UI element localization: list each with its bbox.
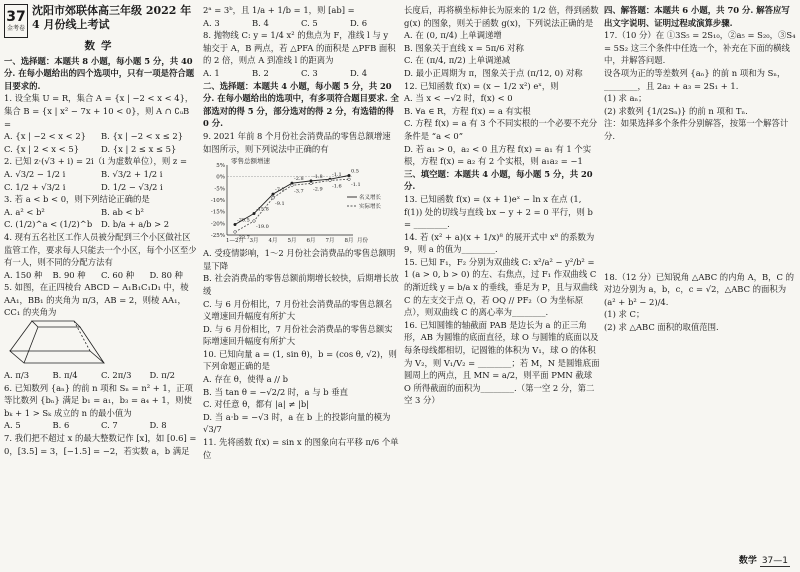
question-8: 8. 抛物线 C: y = 1/4 x² 的焦点为 F，准线 l 与 y 轴交于 A，B 两点，若 △PFA 的面积是 △PFB 面积的 2 倍，则点 A 到准线 l 的距离为 (203, 30, 396, 66)
question-4-options (4, 269, 198, 282)
option: A. 3 (203, 17, 220, 28)
question-1: 1. 设全集 U = R，集合 A = {x | −2 < x < 4}，集合 B = {x | x² − 7x + 10 < 0}，则 A ∩ ∁ᵤB = (4, 93, 194, 129)
option: A. √3/2 − 1/2 i (4, 168, 66, 179)
option: A. 5 (4, 420, 21, 431)
option: C. 7 (101, 420, 118, 431)
question-11: 11. 先将函数 f(x) = sin x 的图象向右平移 π/6 个单位 (203, 437, 399, 460)
question-12-option-d: D. 若 a₁ > 0，a₂ < 0 且方程 f(x) = a₁ 有 1 个实根，方程 f(x) = a₂ 有 2 个实根，则 a₁a₂ = −1 (404, 143, 592, 167)
series-1-point (253, 212, 256, 215)
y-tick-label: 0% (216, 174, 225, 181)
question-17-note: 注：如果选择多个条件分别解答，按第一个解答计分. (604, 118, 789, 141)
question-4: 4. 现有五名社区工作人员被分配到三个小区做社区监管工作，要求每人只能去一个小区，每个小区至少有一人，则不同的分配方法有 (4, 231, 197, 268)
option: D. 8 (149, 420, 167, 431)
question-10-option-c: C. 对任意 θ，都有 |a| ≠ |b| (203, 399, 310, 410)
section-1-heading: 一、选择题：本题共 8 小题，每小题 5 分，共 40 分. 在每小题给出的四个选项中，只有一项是符合题目要求的. (4, 55, 195, 91)
question-10-option-a: A. 存在 θ，使得 a // b (203, 374, 288, 385)
question-9-option-d: D. 与 6 月份相比，7 月份社会消费品的零售总额实际增速回升幅度有所扩大 (203, 323, 393, 347)
question-11-option-b: B. 图象关于直线 x = 5π/6 对称 (404, 42, 524, 53)
option: C. 2π/3 (101, 370, 132, 381)
series-2-data-label: -19.0 (256, 224, 269, 231)
option: B. 6 (52, 420, 70, 431)
option: C. 3 (301, 67, 318, 78)
retail-growth-chart (203, 155, 399, 247)
question-13: 13. 已知函数 f(x) = (x + 1)eˣ − ln x 在点 (1, f(1)) 处的切线与直线 bx − y + 2 = 0 平行，则 b = ________. (404, 193, 593, 230)
series-2-data-label: -9.1 (275, 201, 285, 208)
question-17-part-1: (1) 求 aₙ； (604, 93, 647, 104)
y-tick-label: -20% (210, 221, 225, 228)
option: D. 80 种 (149, 269, 183, 280)
option: B. 2 (252, 67, 269, 78)
series-2-data-label: -3.7 (294, 188, 304, 195)
question-7: 7. 我们把不超过 x 的最大整数记作 [x]，如 [0.6] = 0，[3.5] = 3，[−1.5] = −2，若实数 a，b 满足 (4, 433, 197, 456)
question-9-option-b: B. 社会消费品的零售总额前期增长较快，后期增长放缓 (203, 273, 399, 296)
legend-label: 名义增长 (359, 195, 382, 202)
question-11-option-c: C. 在 (π/4, π/2) 上单调递减 (404, 55, 511, 66)
section-2-heading: 二、选择题：本题共 4 小题，每小题 5 分，共 20 分. 在每小题给出的选项中，有多项符合题目要求. 全部选对的得 5 分，部分选对的得 2 分，有选错的得 0 分. (203, 80, 399, 129)
badge-number: 37 (6, 9, 26, 25)
exam-header (4, 4, 198, 38)
question-2-options (4, 168, 198, 193)
question-3: 3. 若 a < b < 0，则下列结论正确的是 (4, 194, 150, 205)
question-12: 12. 已知函数 f(x) = (x − 1/2 x²) eˣ，则 (404, 80, 559, 91)
question-10: 10. 已知向量 a = (1, sin θ)，b = (cos θ, √2)，则下列命题正确的是 (203, 348, 397, 372)
chart-title: 零售总额增速 (231, 157, 270, 166)
x-tick-label: 4月 (268, 238, 278, 245)
question-7-continued: 2ᵃ = 3ᵇ，且 1/a + 1/b = 1，则 [ab] = (203, 5, 355, 15)
series-1-point (272, 193, 275, 196)
option: D. b/a + a/b > 2 (101, 219, 170, 230)
frustum-figure (4, 319, 114, 369)
question-17-body: 设各项为正的等差数列 {aₙ} 的前 n 项和为 Sₙ，________，且 2a₂ + a₃ = 2S₁ + 1. (604, 67, 786, 91)
option: C. {x | 2 < x < 5} (4, 143, 80, 154)
option: D. 1/2 − √3/2 i (101, 181, 163, 192)
option: B. π/4 (52, 370, 78, 381)
series-1-data-label: -1.1 (332, 172, 342, 179)
option: B. √3/2 + 1/2 i (101, 168, 163, 179)
series-2-data-label: -23.7 (237, 235, 250, 242)
column-2 (203, 4, 399, 461)
page-number: 37—1 (761, 556, 788, 566)
y-tick-label: -25% (210, 233, 225, 240)
question-14: 14. 若 (x² + a)(x + 1/x)⁸ 的展开式中 x⁸ 的系数为 9，则 a 的值为________. (404, 231, 595, 255)
series-2-data-label: -2.9 (313, 186, 323, 193)
page-footer (739, 553, 790, 566)
question-6-options (4, 419, 198, 432)
y-tick-label: -15% (210, 209, 225, 216)
x-axis-label: 月份 (357, 238, 369, 245)
footer-subject: 数学 (738, 556, 757, 566)
question-18: 18.（12 分）已知锐角 △ABC 的内角 A，B，C 的对边分别为 a，b，c，c = √2，△ABC 的面积为 (a² + b² − 2)/4. (604, 271, 794, 307)
question-9: 9. 2021 年前 8 个月份社会消费品的零售总额增速如图所示，则下列说法中正确的有 (203, 130, 391, 154)
series-1-data-label: -2.8 (294, 176, 304, 183)
series-1-data-label: -1.8 (313, 173, 323, 180)
option: B. 90 种 (52, 269, 86, 280)
series-2-data-label: -1.1 (351, 182, 361, 189)
question-8-options (203, 67, 399, 80)
series-2-point (272, 197, 275, 200)
y-tick-label: 5% (216, 163, 225, 170)
question-11-option-d: D. 最小正周期为 π，图象关于点 (π/12, 0) 对称 (404, 67, 583, 78)
option: B. {x | −2 < x ≤ 2} (101, 131, 184, 142)
option: A. a² < b² (4, 206, 45, 217)
question-18-part-2: (2) 求 △ABC 面积的取值范围. (604, 321, 719, 332)
series-2-data-label: -1.6 (332, 183, 342, 190)
question-10-option-b: B. 当 tan θ = −√2/2 时，a 与 b 垂直 (203, 386, 349, 397)
column-4 (604, 4, 796, 334)
option: C. 5 (301, 17, 318, 28)
answer-space (604, 143, 796, 271)
badge-category: 金考卷 (6, 25, 25, 32)
option: C. (1/2)^a < (1/2)^b (4, 219, 93, 230)
question-15: 15. 已知 F₁，F₂ 分别为双曲线 C: x²/a² − y²/b² = 1 (a > 0, b > 0) 的左、右焦点，过 F₁ 作双曲线 C 的渐近线 y = b/a x 的垂线，垂足为 P，且与双曲线 C 的左支交于点 Q，若 OQ // PF₂（O 为坐标原点），则双曲线 C 的离心率为________. (404, 256, 598, 318)
y-tick-label: -5% (214, 186, 225, 193)
series-2-point (234, 231, 237, 234)
option: B. ab < b² (101, 206, 144, 217)
question-10-option-d: D. 当 a·b = −√3 时，a 在 b 上的投影向量的模为 √3/7 (203, 411, 391, 435)
question-9-option-c: C. 与 6 月份相比，7 月份社会消费品的零售总额名义增速回升幅度有所扩大 (203, 298, 393, 322)
option: A. {x | −2 < x < 2} (4, 131, 86, 142)
question-16: 16. 已知圆锥的轴截面 PAB 是边长为 a 的正三角形，AB 为圆锥的底面直径，球 O 与圆锥的底面以及每条母线都相切，记圆锥的体积为 V₁，球 O 的体积为 V₂，则 V₁/V₂ = ________；若 M，N 是圆锥底面圆周上的两点，且 MN = a/2，则平面 PMN 截球 O 所得截面的面积为________.（第一空 2 分，第二空 3 分） (404, 319, 600, 406)
option: D. π/2 (149, 370, 175, 381)
series-2-point (310, 182, 313, 185)
question-11-option-a: A. 在 (0, π/4) 上单调递增 (404, 30, 502, 41)
question-5-options (4, 369, 198, 382)
question-17-part-2: (2) 求数列 {1/(2Sₙ)} 的前 n 项和 Tₙ. (604, 105, 748, 116)
x-tick-label: 5月 (287, 238, 297, 245)
exam-badge (4, 4, 28, 38)
x-tick-label: 7月 (325, 238, 335, 245)
option: A. 150 种 (4, 269, 43, 280)
question-2: 2. 已知 z·(√3 + i) = 2i（i 为虚数单位），则 z = (4, 156, 187, 167)
series-1-point (234, 223, 237, 226)
x-tick-label: 8月 (344, 238, 354, 245)
question-12-option-a: A. 当 x < −√2 时，f(x) < 0 (404, 93, 513, 104)
question-1-options (4, 130, 198, 155)
series-1-point (310, 180, 313, 183)
series-2-point (253, 220, 256, 223)
option: A. π/3 (4, 370, 30, 381)
subject-title: 数学 (84, 40, 118, 52)
series-2-point (329, 179, 332, 182)
question-12-option-b: B. ∀a ∈ R，方程 f(x) = a 有实根 (404, 105, 531, 116)
x-tick-label: 1—2月 (226, 238, 244, 245)
question-9-option-a: A. 受疫情影响，1～2 月份社会消费品的零售总额明显下降 (203, 248, 396, 271)
x-tick-label: 3月 (249, 238, 259, 245)
option: A. 1 (203, 67, 220, 78)
option: D. 4 (350, 67, 368, 78)
question-18-part-1: (1) 求 C； (604, 309, 645, 320)
question-5: 5. 如图，在正四棱台 ABCD − A₁B₁C₁D₁ 中，棱 AA₁，BB₁ 的夹角为 π/3，AB = 2，则棱 AA₁，CC₁ 的夹角为 (4, 282, 189, 318)
series-1-data-label: -15.8 (256, 206, 269, 213)
x-tick-label: 6月 (306, 238, 316, 245)
exam-title-line2: 4 月份线上考试 (32, 18, 110, 31)
option: C. 60 种 (101, 269, 135, 280)
question-17: 17.（10 分）在 ①3S₅ = 2S₁₀，②a₅ = S₂₀，③S₄ = 5S₂ 这三个条件中任选一个，补充在下面的横线中，并解答问题. (604, 30, 796, 66)
section-4-heading: 四、解答题：本题共 6 小题，共 70 分. 解答应写出文字说明、证明过程或演算步骤. (604, 5, 790, 28)
question-7-options (203, 17, 399, 30)
series-1-point (348, 174, 351, 177)
exam-title-line1: 沈阳市郊联体高三年级 2022 年 (32, 4, 192, 17)
question-3-options (4, 206, 198, 231)
series-2-point (348, 178, 351, 181)
question-11-continued: 长度后，再将横坐标伸长为原来的 1/2 倍，得到函数 g(x) 的图象，则关于函数 g(x)，下列说法正确的是 (404, 5, 599, 28)
series-1-data-label: 0.5 (351, 168, 359, 175)
option: B. 4 (252, 17, 269, 28)
section-3-heading: 三、填空题：本题共 4 小题，每小题 5 分，共 20 分. (404, 168, 593, 192)
y-tick-label: -10% (210, 198, 225, 205)
series-1-data-label: -7.5 (275, 187, 285, 194)
option: C. 1/2 + √3/2 i (4, 181, 66, 192)
question-6: 6. 已知数列 {aₙ} 的前 n 项和 Sₙ = n² + 1，正项等比数列 {bₙ} 满足 b₁ = a₁，b₃ = a₄ + 1，则使 bₖ + 1 > Sₖ 成立的 n 的最小值为 (4, 382, 193, 418)
question-12-option-c: C. 方程 f(x) = a 有 3 个不同实根的一个必要不充分条件是 “a < 0” (404, 118, 598, 141)
option: D. {x | 2 ≤ x ≤ 5} (101, 143, 177, 154)
legend-label: 实际增长 (359, 204, 382, 211)
column-3 (404, 4, 600, 407)
option: D. 6 (350, 17, 368, 28)
column-1 (4, 4, 198, 457)
series-1-data-label: -20.5 (237, 217, 250, 224)
series-2-point (291, 184, 294, 187)
